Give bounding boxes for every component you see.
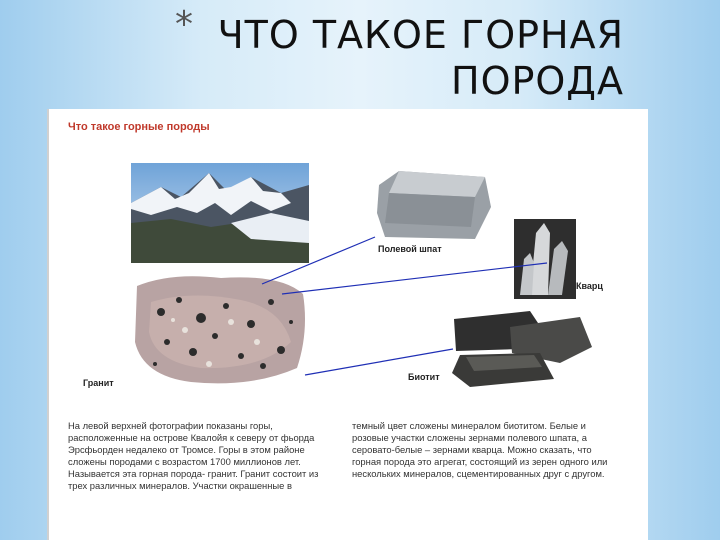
connector-lines [47, 109, 648, 409]
title-asterisk: * [175, 4, 193, 45]
biotite-caption: Биотит [408, 372, 440, 382]
granite-caption: Гранит [83, 378, 114, 388]
slide-title-line-1: ЧТО ТАКОЕ ГОРНАЯ [217, 13, 624, 57]
connector-feldspar [262, 237, 375, 284]
connector-biotite [305, 349, 453, 375]
description-left: На левой верхней фотографии показаны горы, расположенные на острове Квалойя к северу от фьорда Эрсфьорден недалеко от Тромсе. Горы в этом районе сложены породами с возрастом 1700 миллионов лет. Называется эта горная порода- гранит. Гранит состоит из трех различных минералов. Участки окрашенные в [68, 420, 319, 491]
quartz-caption: Кварц [576, 281, 603, 291]
connector-quartz [282, 263, 547, 294]
description-right: темный цвет сложены минералом биотитом. Белые и розовые участки сложены зернами полевого шпата, а серовато-белые – зернами кварца. Можно сказать, что горная порода это агрегат, состоящий из зерен одного или нескольких минералов, сцементированных друг с другом. [352, 420, 608, 479]
slide-title-line-2: ПОРОДА [451, 59, 624, 103]
figure-heading: Что такое горные породы [68, 121, 210, 133]
feldspar-caption: Полевой шпат [378, 244, 442, 254]
slide-title [104, 12, 624, 104]
figure-panel [47, 109, 648, 540]
